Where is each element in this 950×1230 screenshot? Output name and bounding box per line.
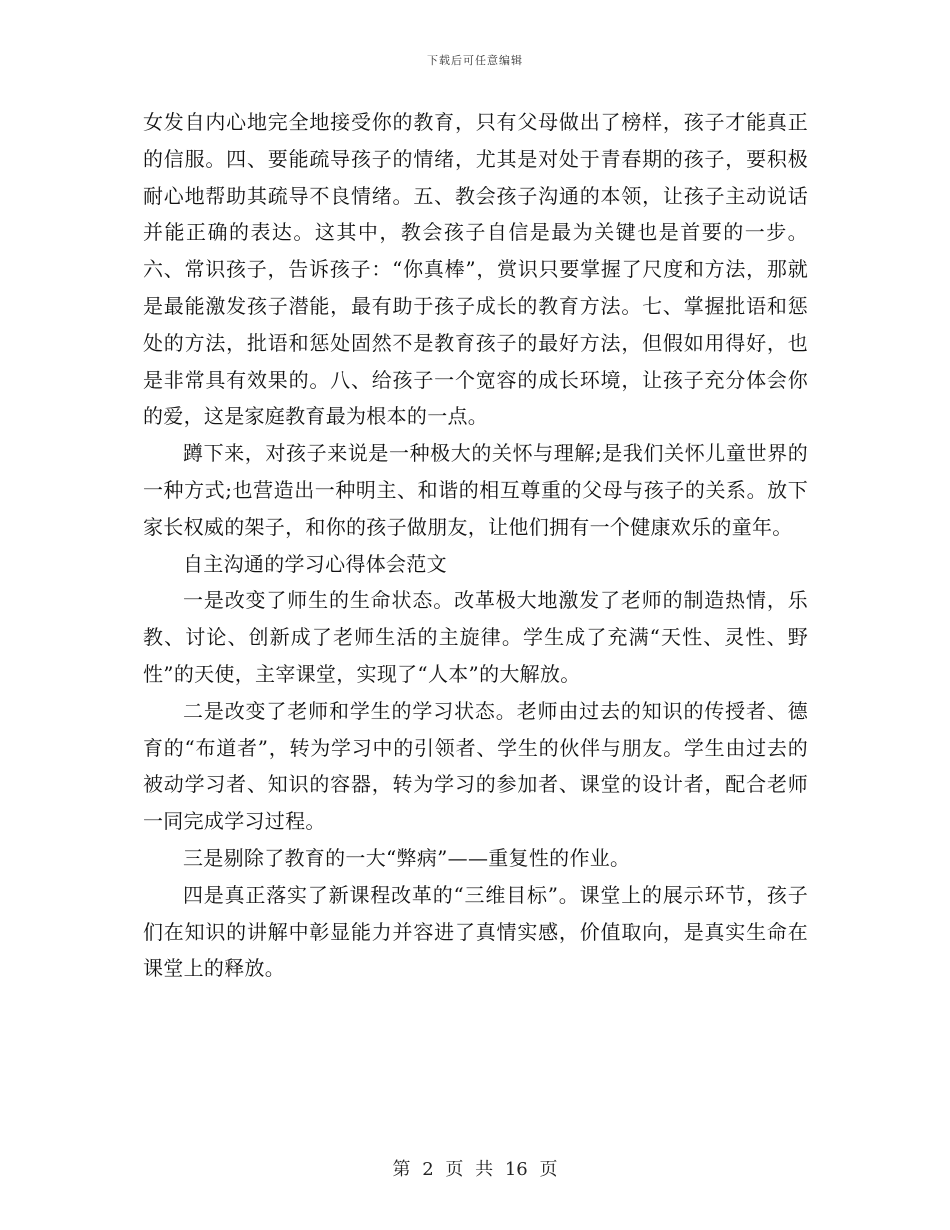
document-body [143, 104, 808, 987]
section-title: 自主沟通的学习心得体会范文 [183, 551, 447, 576]
paragraph-3: 一是改变了师生的生命状态。改革极大地激发了老师的制造热情，乐教、讨论、创新成了老师生活的主旋律。学生成了充满“天性、灵性、野性”的天使，主宰课堂，实现了“人本”的大解放。 [143, 588, 808, 686]
paragraph-1: 女发自内心地完全地接受你的教育，只有父母做出了榜样，孩子才能真正的信服。四、要能疏导孩子的情绪，尤其是对处于青春期的孩子，要积极耐心地帮助其疏导不良情绪。五、教会孩子沟通的本领，让孩子主动说话并能正确的表达。这其中，教会孩子自信是最为关键也是首要的一步。六、常识孩子，告诉孩子：“你真棒”，赏识只要掌握了尺度和方法，那就是最能激发孩子潜能，最有助于孩子成长的教育方法。七、掌握批语和惩处的方法，批语和惩处固然不是教育孩子的最好方法，但假如用得好，也是非常具有效果的。八、给孩子一个宽容的成长环境，让孩子充分体会你的爱，这是家庭教育最为根本的一点。 [143, 110, 808, 429]
page-header: 下载后可任意编辑 [427, 54, 523, 67]
paragraph-6: 四是真正落实了新课程改革的“三维目标”。课堂上的展示环节，孩子们在知识的讲解中彰显能力并容进了真情实感，价值取向，是真实生命在课堂上的释放。 [143, 882, 808, 981]
page-number: 第 2 页 共 16 页 [392, 1159, 558, 1180]
paragraph-4: 二是改变了老师和学生的学习状态。老师由过去的知识的传授者、德育的“布道者”，转为学习中的引领者、学生的伙伴与朋友。学生由过去的被动学习者、知识的容器，转为学习的参加者、课堂的设计者，配合老师一同完成学习过程。 [143, 698, 808, 834]
paragraph-5: 三是剔除了教育的一大“弊病”——重复性的作业。 [183, 845, 631, 870]
paragraph-2: 蹲下来，对孩子来说是一种极大的关怀与理解;是我们关怀儿童世界的一种方式;也营造出一种明主、和谐的相互尊重的父母与孩子的关系。放下家长权威的架子，和你的孩子做朋友，让他们拥有一个健康欢乐的童年。 [143, 441, 808, 539]
